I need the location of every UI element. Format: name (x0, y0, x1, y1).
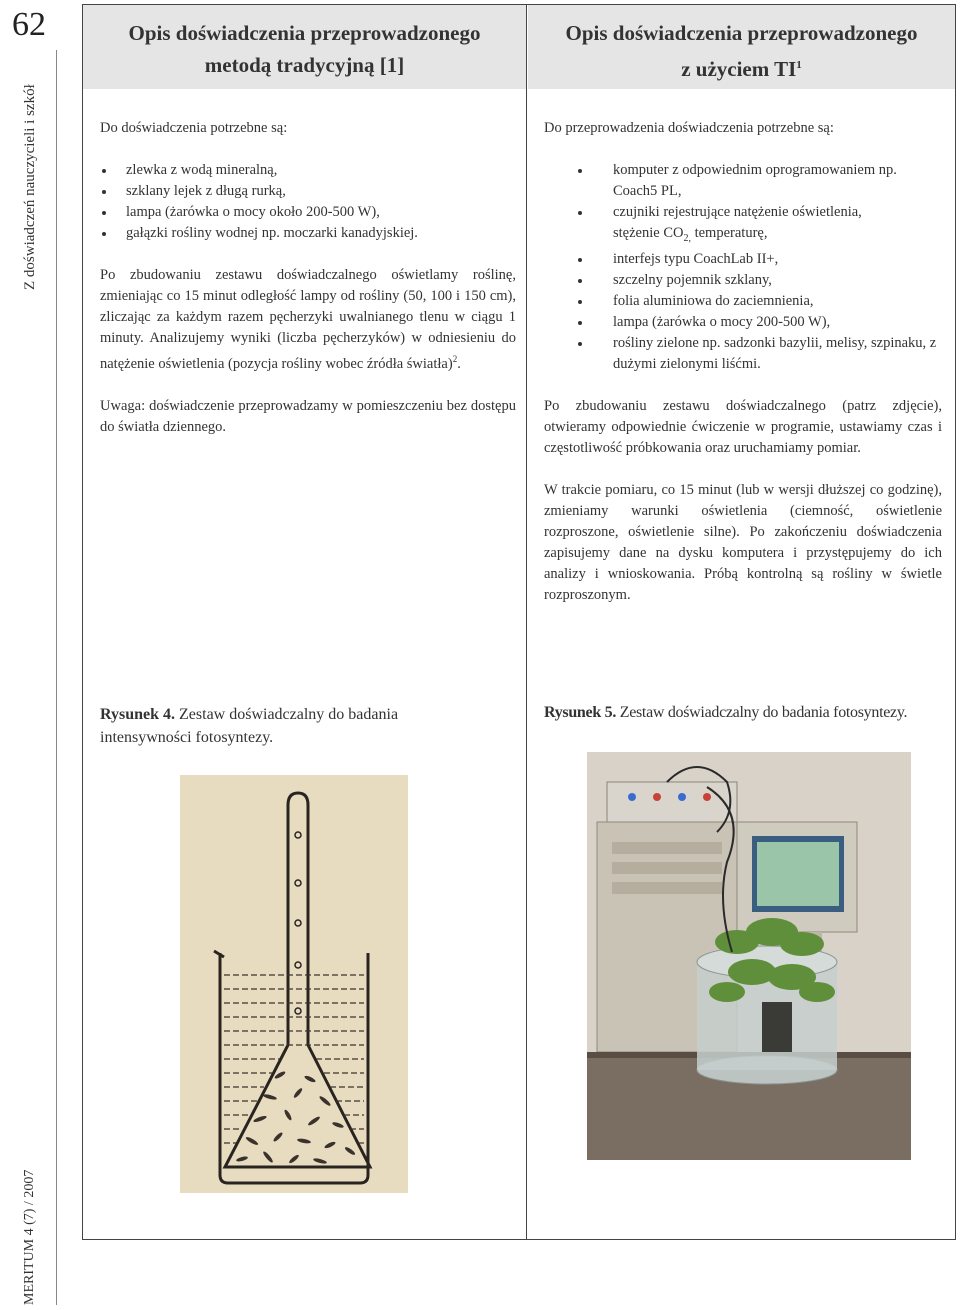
right-intro: Do przeprowadzenia doświadczenia potrzebne są: (544, 120, 834, 136)
list-item: folia aluminiowa do zaciemnienia, (544, 291, 942, 312)
left-intro: Do doświadczenia potrzebne są: (100, 120, 288, 136)
left-procedure-paragraph: Po zbudowaniu zestawu doświadczalnego oświetlamy roślinę, zmieniając co 15 minut odległość lampy od rośliny (50, 100 i 150 cm), zliczając za każdym razem pęcherzyki uwalnianego tlenu w ciągu 1 minuty. Analizujemy wyniki (liczba pęcherzyków) w odniesieniu do natężenie oświetlenia (pozycja rośliny wobec źródła światła)$^2$. (100, 267, 516, 372)
figure-5-caption: Rysunek 5. Zestaw doświadczalny do badania fotosyntezy. (544, 704, 908, 721)
list-item: interfejs typu CoachLab II+, (544, 249, 942, 270)
left-header-line2: metodą tradycyjną [1] (204, 53, 405, 77)
footnote-ref: 2 (452, 354, 458, 364)
list-item: komputer z odpowiednim oprogramowaniem np. Coach5 PL, (544, 160, 942, 202)
list-item: lampa (żarówka o mocy 200-500 W), (544, 312, 942, 333)
left-header-line1: Opis doświadczenia przeprowadzonego (128, 21, 481, 45)
page-number: 62 (12, 6, 46, 43)
right-procedure-paragraph: Po zbudowaniu zestawu doświadczalnego (patrz zdjęcie), otwieramy odpowiednie ćwiczenie w programie, ustawiamy czas i częstotliwość próbkowania oraz uruchamiamy pomiar. (544, 397, 942, 456)
header-footnote: 1 (796, 59, 802, 71)
list-item: czujniki rejestrujące natężenie oświetlenia, stężenie $CO_{2,}$ temperaturę, (544, 202, 942, 249)
right-measurement-paragraph: W trakcie pomiaru, co 15 minut (lub w wersji dłuższej co godzinę), zmieniamy warunki oświetlenia (ciemność, oświetlenie rozproszone, oświetlenie silne). Po zakończeniu doświadczenia zapisujemy dane na dysku komputera i przystępujemy do ich analizy i wnioskowania. Próbą kontrolną są rośliny w świetle rozproszonym. (544, 481, 942, 603)
figure-4-caption: Rysunek 4. Zestaw doświadczalny do badania intensywności fotosyntezy. (100, 706, 399, 746)
right-column-header (528, 5, 955, 89)
list-item: szczelny pojemnik szklany, (544, 270, 942, 291)
list-item: rośliny zielone np. sadzonki bazylii, melisy, szpinaku, z dużymi zielonymi liśćmi. (544, 333, 942, 375)
list-item: zlewka z wodą mineralną, (100, 160, 516, 181)
left-column-header (83, 5, 526, 89)
list-item: szklany lejek z długą rurką, (100, 181, 516, 202)
list-item: lampa (żarówka o mocy około 200-500 W), (100, 202, 516, 223)
right-header-line2: z użyciem $TI^1$ (681, 57, 802, 81)
beaker-funnel-drawing (180, 775, 408, 1193)
journal-info: MERITUM 4 (7) / 2007 (22, 1169, 37, 1305)
left-column-body (100, 118, 516, 459)
left-note: Uwaga: doświadczenie przeprowadzamy w pomieszczeniu bez dostępu do światła dziennego. (100, 397, 516, 435)
right-header-line1: Opis doświadczenia przeprowadzonego (565, 21, 918, 45)
list-item: gałązki rośliny wodnej np. moczarki kanadyjskiej. (100, 223, 516, 244)
side-rule (56, 50, 57, 1305)
running-head: Z doświadczeń nauczycieli i szkół (22, 84, 38, 290)
right-materials-list (544, 160, 942, 375)
left-materials-list (100, 160, 516, 244)
experiment-setup-photo (587, 752, 911, 1160)
column-divider (526, 4, 527, 1240)
right-column-body (544, 118, 942, 627)
